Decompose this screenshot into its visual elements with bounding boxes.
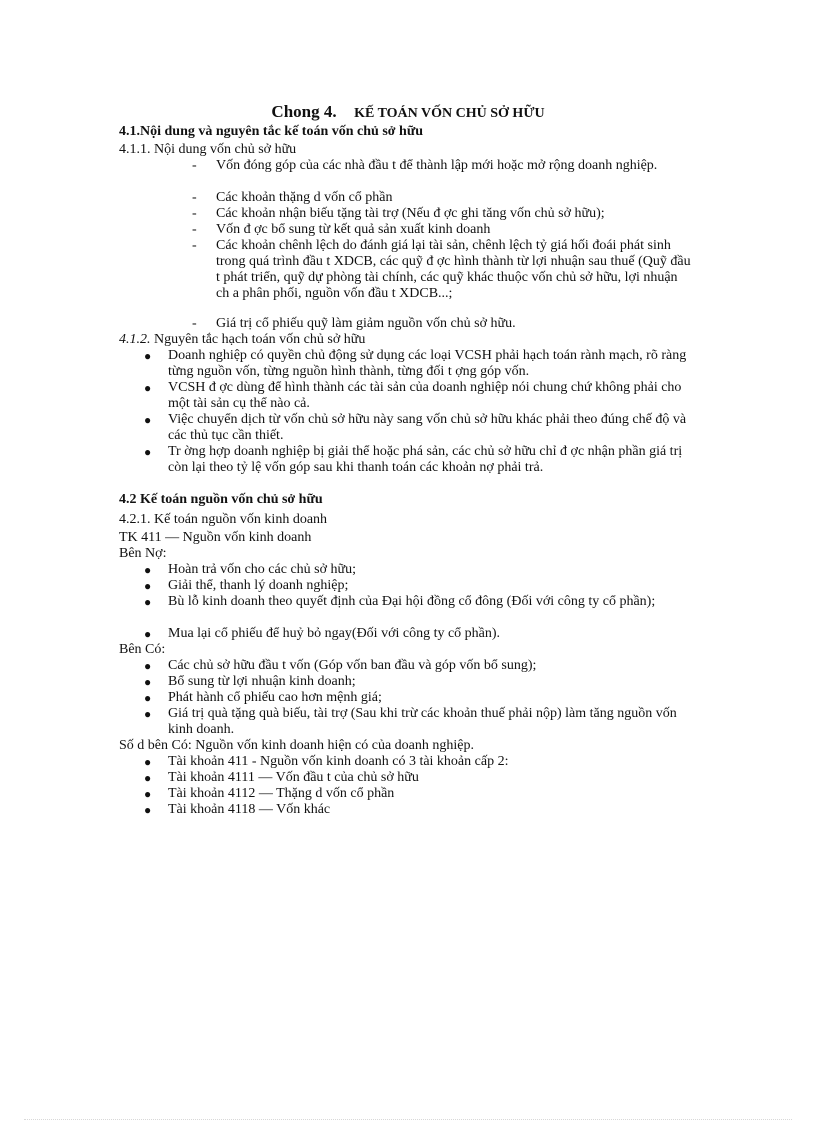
list-item: ● Doanh nghiệp có quyền chủ động sử dụng các loại VCSH phải hạch toán rành mạch, rõ ràng từng nguồn vốn, từng nguồn hình thành, từng đối t ợng góp vốn. bbox=[144, 348, 687, 379]
bullet-icon: ● bbox=[144, 627, 152, 641]
bullet-icon: ● bbox=[144, 579, 152, 593]
bullet-icon: ● bbox=[144, 771, 152, 785]
list-item: ● Phát hành cổ phiếu cao hơn mệnh giá; bbox=[144, 690, 382, 705]
list-item: ● Tài khoản 4112 — Thặng d vốn cổ phần bbox=[144, 786, 395, 801]
subsection-number: 4.1.2. bbox=[119, 332, 151, 347]
list-item: ● Tài khoản 411 - Nguồn vốn kinh doanh có 3 tài khoản cấp 2: bbox=[144, 754, 509, 769]
bullet-icon: ● bbox=[144, 445, 152, 459]
list-item: - Giá trị cổ phiếu quỹ làm giảm nguồn vốn chủ sở hữu. bbox=[192, 316, 516, 331]
list-item: ● Việc chuyển dịch từ vốn chủ sở hữu này sang vốn chủ sở hữu khác phải theo đúng chế độ và các thủ tục cần thiết. bbox=[144, 412, 687, 443]
page-bottom-divider bbox=[24, 1119, 792, 1120]
section-title: Kế toán nguồn vốn chủ sở hữu bbox=[140, 492, 323, 507]
bullet-icon: ● bbox=[144, 659, 152, 673]
bullet-icon: ● bbox=[144, 595, 152, 609]
list-item: ● Giá trị quà tặng quà biếu, tài trợ (Sau khi trừ các khoản thuế phải nộp) làm tăng nguồn vốn kinh doanh. bbox=[144, 706, 677, 737]
list-item: ● Mua lại cổ phiếu để huỷ bỏ ngay(Đối với công ty cổ phần). bbox=[144, 626, 501, 641]
subsection-heading-4-2-1: 4.2.1. Kế toán nguồn vốn kinh doanh bbox=[119, 512, 328, 527]
section-heading-4-2 bbox=[119, 492, 323, 508]
account-title: TK 411 — Nguồn vốn kinh doanh bbox=[119, 530, 312, 545]
bullet-icon: ● bbox=[144, 413, 152, 427]
section-title: Nội dung và nguyên tắc kế toán vốn chủ sở hữu bbox=[140, 124, 424, 139]
list-item: - Vốn đ ợc bổ sung từ kết quả sản xuất kinh doanh bbox=[192, 222, 491, 237]
list-item: ● Bù lỗ kinh doanh theo quyết định của Đại hội đồng cổ đông (Đối với công ty cổ phần); bbox=[144, 594, 656, 609]
section-number: 4.2 bbox=[119, 492, 137, 507]
list-item: - Các khoản nhận biếu tặng tài trợ (Nếu đ ợc ghi tăng vốn chủ sở hữu); bbox=[192, 206, 605, 221]
bullet-icon: ● bbox=[144, 707, 152, 721]
list-item: - Các khoản thặng d vốn cổ phần bbox=[192, 190, 393, 205]
chapter-heading: KẾ TOÁN VỐN CHỦ SỞ HỮU bbox=[354, 106, 545, 121]
list-item: - Vốn đóng góp của các nhà đầu t để thành lập mới hoặc mở rộng doanh nghiệp. bbox=[192, 158, 658, 173]
bullet-icon: ● bbox=[144, 563, 152, 577]
balance-line: Số d bên Có: Nguồn vốn kinh doanh hiện có của doanh nghiệp. bbox=[119, 738, 475, 753]
bullet-icon: ● bbox=[144, 349, 152, 363]
debit-label: Bên Nợ: bbox=[119, 546, 167, 561]
subsection-heading-4-1-1: 4.1.1. Nội dung vốn chủ sở hữu bbox=[119, 142, 297, 157]
subsection-heading-4-1-2 bbox=[119, 332, 365, 348]
subsection-title: Nguyên tắc hạch toán vốn chủ sở hữu bbox=[154, 332, 366, 347]
list-item: ● Bổ sung từ lợi nhuận kinh doanh; bbox=[144, 674, 356, 689]
list-item: ● Tài khoản 4118 — Vốn khác bbox=[144, 802, 331, 817]
list-item: - Các khoản chênh lệch do đánh giá lại tài sản, chênh lệch tỷ giá hối đoái phát sinh trong quá trình đầu t XDCB, các quỹ đ ợc hình thành từ lợi nhuận sau thuế (Quỹ đầu t phát triển, quỹ dự phòng tài chính, các quỹ khác thuộc vốn chủ sở hữu, lợi nhuận ch a phân phối, nguồn vốn đầu t XDCB...; bbox=[192, 238, 691, 301]
section-number: 4.1. bbox=[119, 124, 140, 139]
bullet-icon: ● bbox=[144, 691, 152, 705]
bullet-icon: ● bbox=[144, 803, 152, 817]
bullet-icon: ● bbox=[144, 787, 152, 801]
list-item: ● Tài khoản 4111 — Vốn đầu t của chủ sở hữu bbox=[144, 770, 419, 785]
list-item: ● Hoàn trả vốn cho các chủ sở hữu; bbox=[144, 562, 356, 577]
list-item: ● Giải thể, thanh lý doanh nghiệp; bbox=[144, 578, 349, 593]
list-item: ● VCSH đ ợc dùng để hình thành các tài sản của doanh nghiệp nói chung chứ không phải cho một tài sản cụ thể nào cả. bbox=[144, 380, 682, 411]
list-item: ● Tr ờng hợp doanh nghiệp bị giải thể hoặc phá sản, các chủ sở hữu chỉ đ ợc nhận phần giá trị còn lại theo tỷ lệ vốn góp sau khi thanh toán các khoản nợ phải trả. bbox=[144, 444, 683, 475]
bullet-icon: ● bbox=[144, 675, 152, 689]
chapter-number: Chong 4. bbox=[271, 102, 337, 121]
list-item: ● Các chủ sở hữu đầu t vốn (Góp vốn ban đầu và góp vốn bổ sung); bbox=[144, 658, 537, 673]
credit-label: Bên Có: bbox=[119, 642, 166, 657]
chapter-title bbox=[0, 104, 816, 122]
bullet-icon: ● bbox=[144, 381, 152, 395]
bullet-icon: ● bbox=[144, 755, 152, 769]
section-heading-4-1 bbox=[119, 124, 423, 140]
